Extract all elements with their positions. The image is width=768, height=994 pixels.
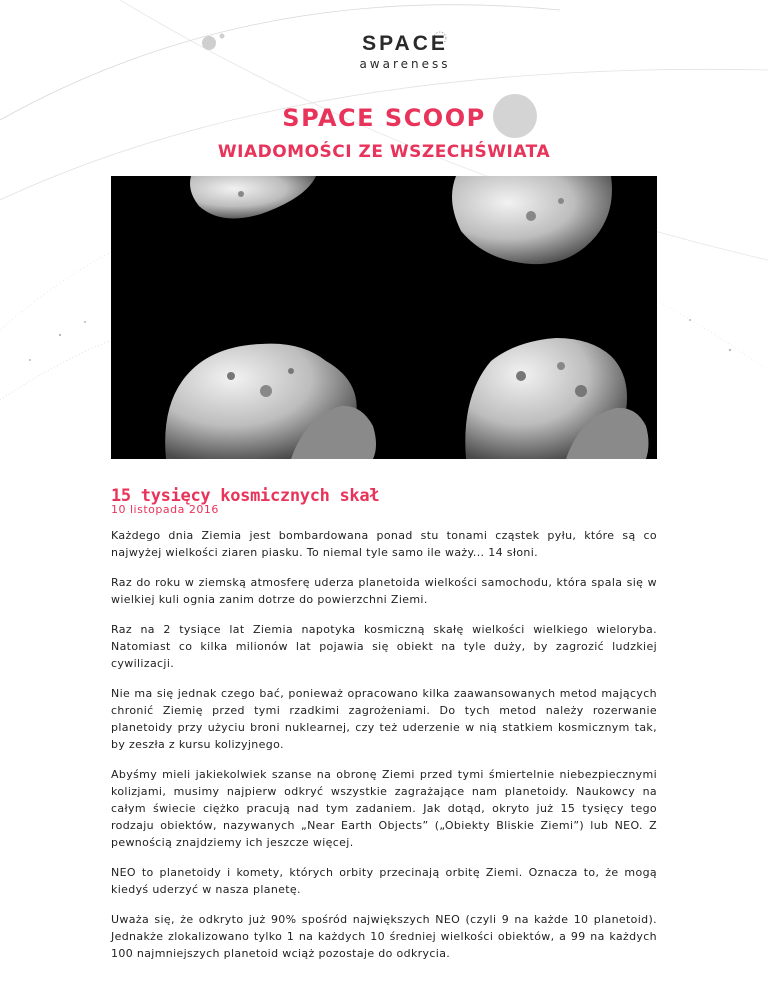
asteroid-photo — [111, 176, 657, 459]
article-paragraph: NEO to planetoidy i komety, których orbity przecinają orbitę Ziemi. Oznacza to, że mogą kiedyś uderzyć w nasza planetę. — [111, 866, 657, 896]
article-paragraph: Raz na 2 tysiące lat Ziemia napotyka kosmiczną skałę wielkości wielkiego wieloryba. Natomiast co kilka milionów lat pojawia się obiekt na tyle duży, by zagrozić ludzkiej cywilizacji. — [111, 623, 657, 670]
article-paragraph: Nie ma się jednak czego bać, ponieważ opracowano kilka zaawansowanych metod mających chronić Ziemię przed tymi rzadkimi zagrożeniami. Do tych metod należy rozerwanie planetoidy przy użyciu broni nuklearnej, czy też uderzenie w nią statkiem kosmicznym tak, by zeszła z kursu kolizyjnego. — [111, 687, 657, 751]
planet-dot-small — [202, 36, 216, 50]
article-body — [111, 527, 657, 975]
space-awareness-logo — [330, 32, 480, 71]
article-paragraph: Raz do roku w ziemską atmosferę uderza planetoida wielkości samochodu, która spala się w wielkiej kuli ognia zanim dotrze do powierzchni Ziemi. — [111, 576, 657, 606]
article-paragraph: Uważa się, że odkryto już 90% spośród największych NEO (czyli 9 na każde 10 planetoid). Jednakże zlokalizowano tylko 1 na każdych 10 średniej wielkości obiektów, a 99 na każdych 100 najmniejszych planetoid wciąż pozostaje do odkrycia. — [111, 913, 657, 960]
logo-space-text: SPACE — [362, 32, 448, 55]
page-subtitle: WIADOMOŚCI ZE WSZECHŚWIATA — [217, 142, 551, 162]
article-headline: 15 tysięcy kosmicznych skał — [111, 486, 380, 506]
article-date: 10 listopada 2016 — [111, 503, 219, 516]
article-paragraph: Każdego dnia Ziemia jest bombardowana ponad stu tonami cząstek pyłu, które są co najwyżej wielkości ziaren piasku. To niemal tyle samo ile waży... 14 słoni. — [111, 529, 657, 559]
logo-awareness-text: awareness — [359, 57, 451, 71]
article-paragraph: Abyśmy mieli jakiekolwiek szanse na obronę Ziemi przed tymi śmiertelnie niebezpiecznymi kolizjami, musimy najpierw odkryć wszystkie zagrażające nam planetoidy. Naukowcy na całym świecie ciężko pracują nad tym zadaniem. Jak dotąd, okryto już 15 tysięcy tego rodzaju obiektów, nazywanych „Near Earth Objects” („Obiekty Bliskie Ziemi”) lub NEO. Z pewnością znajdziemy ich jeszcze więcej. — [111, 768, 657, 849]
page-title: SPACE SCOOP — [282, 104, 486, 132]
